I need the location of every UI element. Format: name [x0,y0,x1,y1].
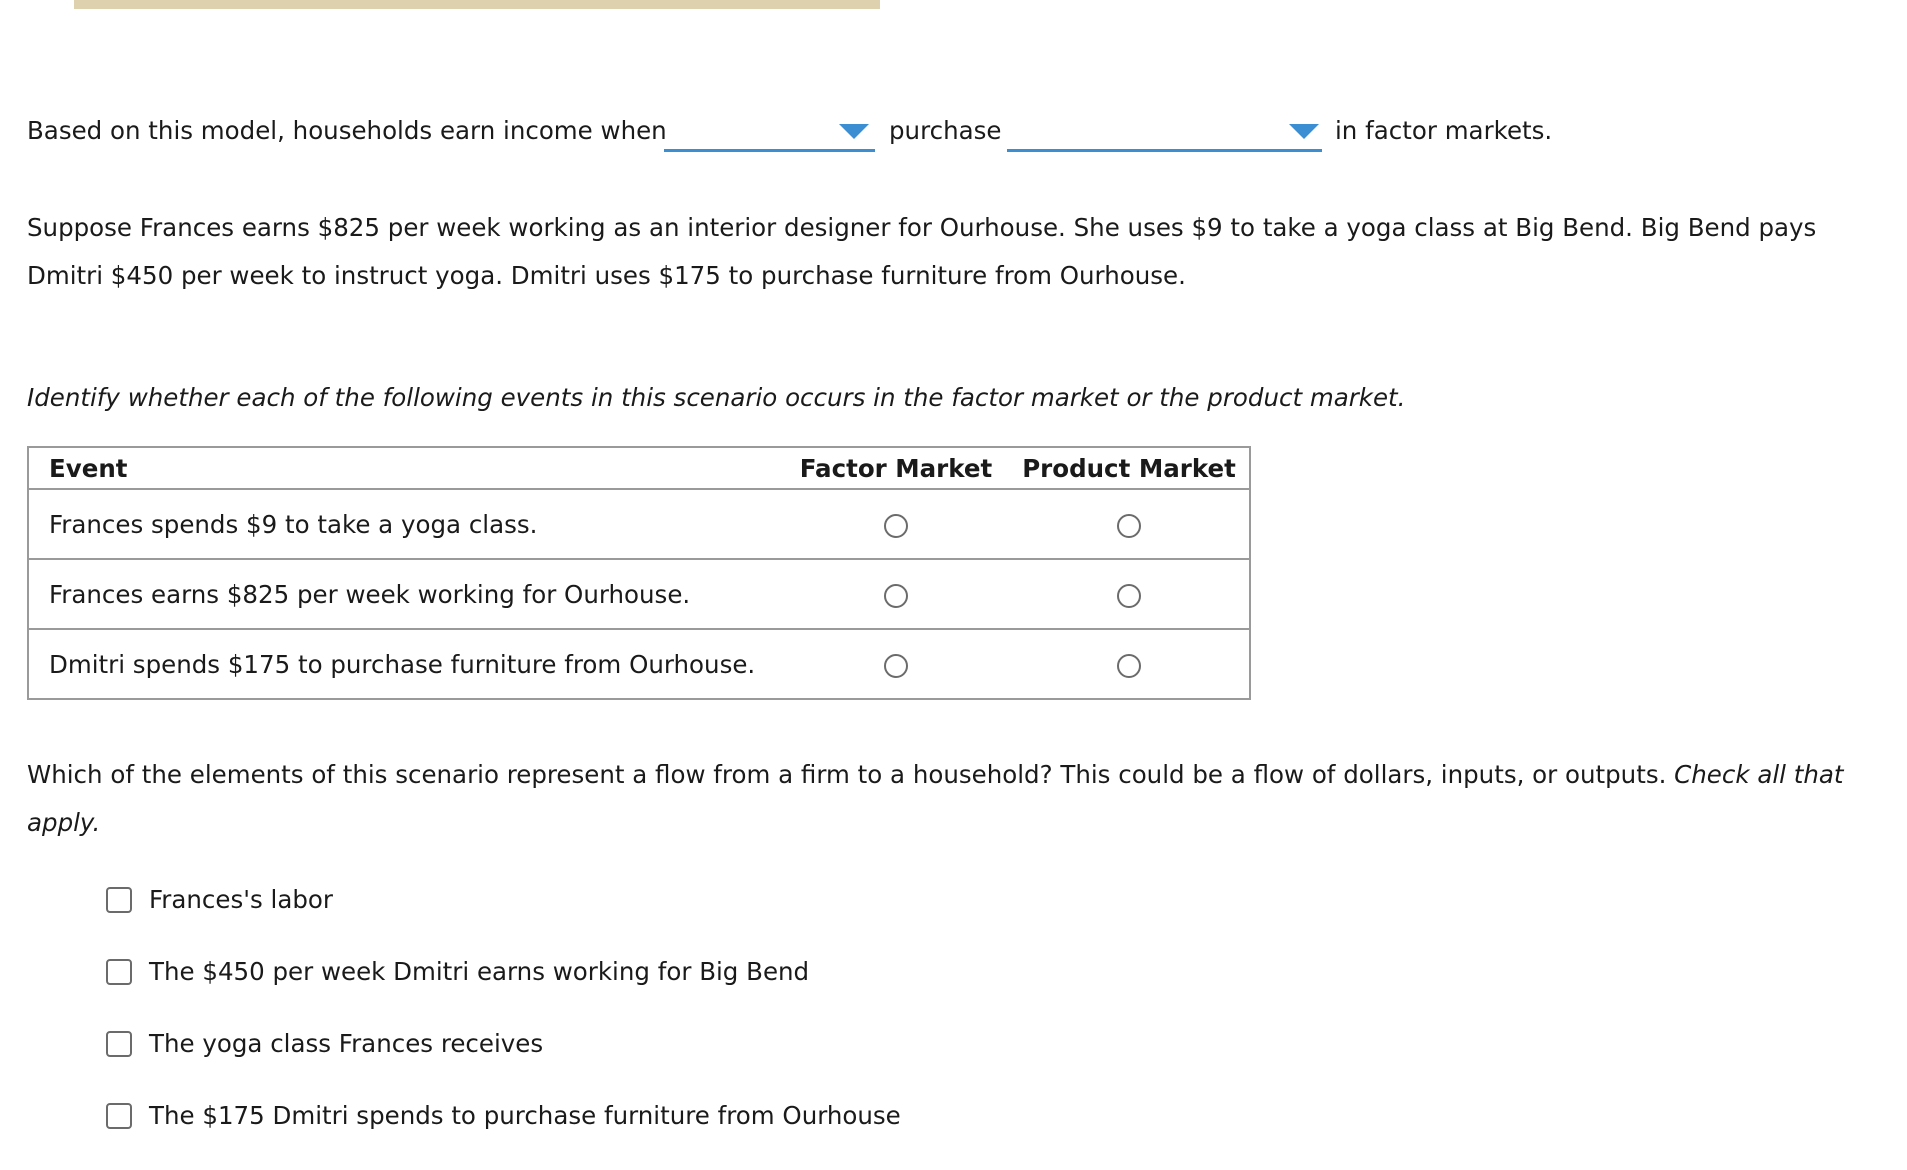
top-accent-bar [74,0,880,9]
market-table [27,446,1251,700]
event-text: Dmitri spends $175 to purchase furniture from Ourhouse. [28,629,783,699]
flow-question [27,751,1887,847]
option-label: The yoga class Frances receives [149,1029,544,1058]
scenario-text: Suppose Frances earns $825 per week working as an interior designer for Ourhouse. She uses $9 to take a yoga class at Big Bend. Big Bend pays Dmitri $450 per week to instruct yoga. Dmitri uses $175 to purchase furniture from Ourhouse. [27,213,1817,290]
chevron-down-icon [1289,124,1319,139]
event-text: Frances spends $9 to take a yoga class. [28,489,783,559]
sentence-suffix: in factor markets. [1335,116,1553,145]
product-cell [1009,489,1250,559]
event-text: Frances earns $825 per week working for Ourhouse. [28,559,783,629]
table-row [28,629,1250,699]
factor-cell [783,629,1009,699]
dropdown-earner[interactable] [664,107,875,152]
checkbox[interactable] [106,1031,132,1057]
factor-cell [783,559,1009,629]
header-product-market: Product Market [1009,447,1250,489]
factor-market-radio[interactable] [884,584,908,608]
option-label: The $450 per week Dmitri earns working for Big Bend [149,957,810,986]
product-market-radio[interactable] [1117,584,1141,608]
sentence-middle: purchase [889,116,1002,145]
sentence-prefix: Based on this model, households earn income when [27,116,667,145]
checkbox[interactable] [106,1103,132,1129]
factor-market-radio[interactable] [884,514,908,538]
product-cell [1009,559,1250,629]
product-market-radio[interactable] [1117,654,1141,678]
market-instruction: Identify whether each of the following events in this scenario occurs in the factor market or the product market. [27,383,1406,412]
checkbox[interactable] [106,959,132,985]
factor-market-radio[interactable] [884,654,908,678]
dropdown-purchased[interactable] [1007,107,1322,152]
option-label: Frances's labor [149,885,333,914]
flow-question-emphasis: Check all that apply. [27,760,1844,837]
option-label: The $175 Dmitri spends to purchase furniture from Ourhouse [149,1101,901,1130]
table-header-row [28,447,1250,489]
product-cell [1009,629,1250,699]
product-market-radio[interactable] [1117,514,1141,538]
factor-cell [783,489,1009,559]
header-event: Event [28,447,783,489]
header-factor-market: Factor Market [783,447,1009,489]
chevron-down-icon [839,124,869,139]
table-row [28,559,1250,629]
flow-question-text: Which of the elements of this scenario represent a flow from a firm to a household? This could be a flow of dollars, inputs, or outputs. [27,760,1667,789]
checkbox[interactable] [106,887,132,913]
table-row [28,489,1250,559]
